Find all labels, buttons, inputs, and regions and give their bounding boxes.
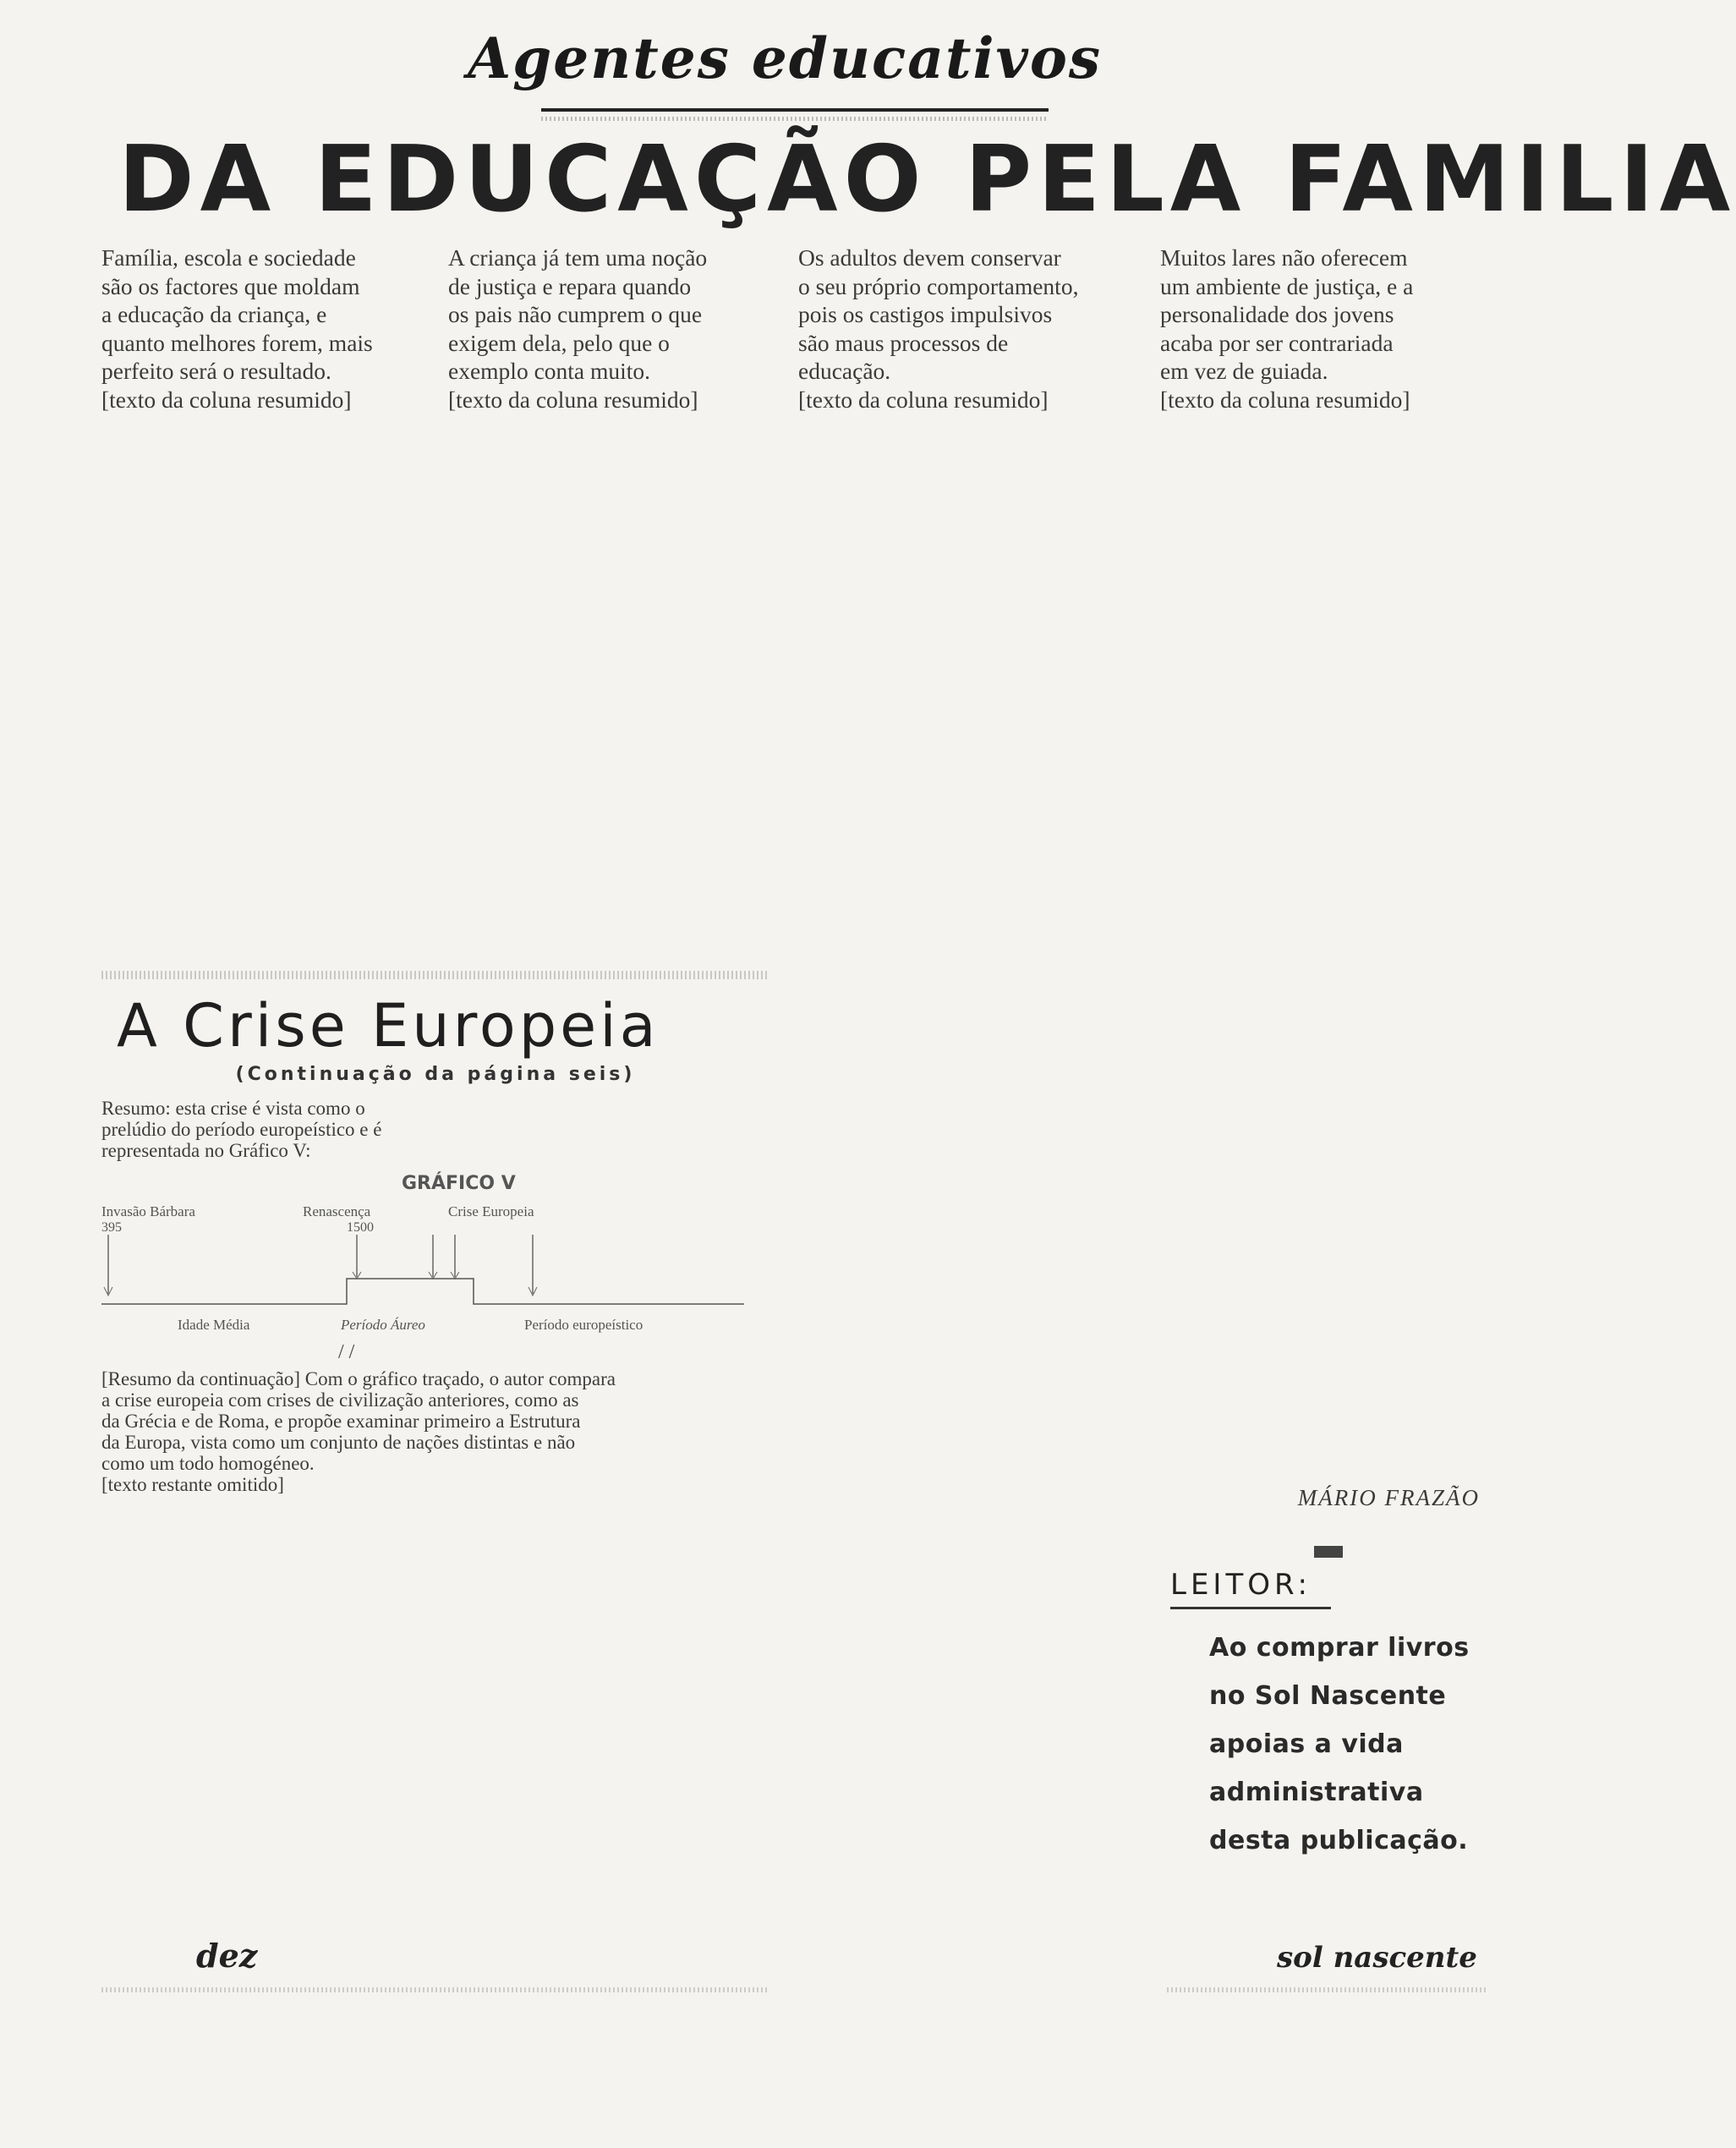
crise-intro: Resumo: esta crise é vista como o prelúdio do período europeístico e é representada no Gráfico V: [101, 1098, 382, 1161]
leitor-heading: LEITOR: [1170, 1568, 1312, 1602]
page-number: dez [196, 1937, 258, 1975]
year-395: 395 [101, 1220, 122, 1235]
crise-subtitle: (Continuação da página seis) [235, 1064, 636, 1085]
crise-body-text: [Resumo da continuação] Com o gráfico traçado, o autor compara a crise europeia com crises de civilização anteriores, como as da Grécia e de Roma, e propõe examinar primeiro a Estrutura da Europa, vista como um conjunto de nações distintas e não como um todo homogéneo. [texto restante omitido] [101, 1368, 616, 1495]
label-periodo-aureo: Período Áureo [341, 1317, 425, 1333]
article-column-4: Muitos lares não oferecem um ambiente de justiça, e a personalidade dos jovens acaba por ser contrariada em vez de guiada. [texto da coluna resumido] [1160, 244, 1414, 413]
author-signature: MÁRIO FRAZÃO [1297, 1485, 1480, 1510]
chart-title: GRÁFICO V [402, 1173, 516, 1194]
article-column-2: A criança já tem uma noção de justiça e repara quando os pais não cumprem o que exigem dela, pelo que o exemplo conta muito. [texto da coluna resumido] [448, 244, 708, 413]
section-title-underline [541, 108, 1049, 112]
ornament-block [1314, 1546, 1343, 1558]
article-column-1: Família, escola e sociedade são os factores que moldam a educação da criança, e quanto melhores forem, mais perfeito será o resultado. [texto da coluna resumido] [101, 244, 373, 413]
article-title: DA EDUCAÇÃO PELA FAMILIA [118, 127, 1736, 233]
footer-dotted-rule-right [1167, 1987, 1488, 1992]
year-1500: 1500 [347, 1220, 374, 1235]
label-invasao: Invasão Bárbara [101, 1203, 195, 1219]
publication-name: sol nascente [1277, 1941, 1477, 1975]
label-renascenca: Renascença [303, 1203, 371, 1219]
timeline-chart [101, 1167, 769, 1345]
section-title-dotted-rule [541, 117, 1049, 121]
leitor-advert-text: Ao comprar livros no Sol Nascente apoias a vida administrativa desta publicação. [1209, 1633, 1470, 1855]
chart-slash-marks: / / [338, 1341, 355, 1363]
footer-dotted-rule-left [101, 1987, 769, 1992]
leitor-underline [1170, 1607, 1331, 1609]
label-idade-media: Idade Média [178, 1317, 250, 1333]
section-title: Agentes educativos [467, 25, 1103, 91]
label-crise-europeia: Crise Europeia [448, 1203, 534, 1219]
article-column-3: Os adultos devem conservar o seu próprio comportamento, pois os castigos impulsivos são maus processos de educação. [texto da coluna resumido] [798, 244, 1079, 413]
section-divider [101, 971, 769, 979]
label-periodo-europeistico: Período europeístico [524, 1317, 643, 1333]
crise-title: A Crise Europeia [117, 991, 660, 1060]
